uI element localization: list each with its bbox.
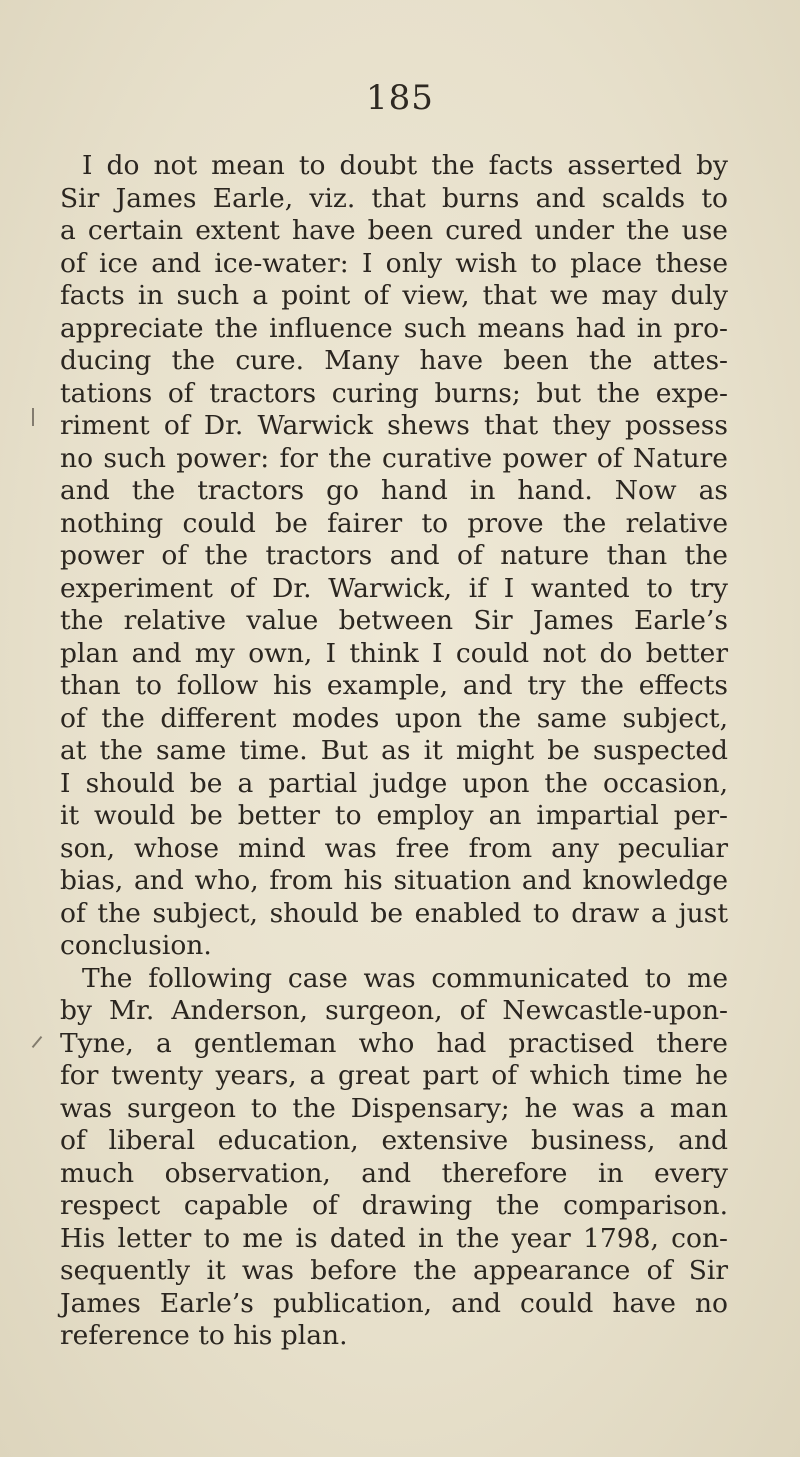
text-line: Tyne, a gentleman who had practised there bbox=[60, 1027, 728, 1059]
text-line: of liberal education, extensive business, and bbox=[60, 1125, 728, 1156]
text-line: of the subject, should be enabled to draw a just bbox=[60, 897, 728, 929]
text-line: power of the tractors and of nature than the bbox=[60, 540, 728, 571]
text-line: and the tractors go hand in hand. Now as bbox=[60, 475, 728, 506]
text-line: it would be better to employ an impartial per- bbox=[60, 800, 728, 831]
text-line: I should be a partial judge upon the occasion, bbox=[60, 767, 728, 799]
body-text bbox=[60, 150, 728, 1353]
text-line: by Mr. Anderson, surgeon, of Newcastle-upon- bbox=[60, 995, 728, 1026]
text-line: facts in such a point of view, that we may duly bbox=[60, 280, 728, 311]
text-line: bias, and who, from his situation and knowledge bbox=[60, 865, 728, 896]
text-line: sequently it was before the appearance of Sir bbox=[60, 1255, 728, 1286]
text-line: for twenty years, a great part of which time he bbox=[60, 1060, 728, 1091]
text-line: the relative value between Sir James Earle’s bbox=[60, 605, 728, 636]
text-line: much observation, and therefore in every bbox=[60, 1157, 728, 1189]
text-line: riment of Dr. Warwick shews that they possess bbox=[60, 410, 728, 441]
text-line: no such power: for the curative power of Nature bbox=[60, 442, 728, 474]
text-line: experiment of Dr. Warwick, if I wanted to try bbox=[60, 572, 728, 604]
text-line: His letter to me is dated in the year 1798, con- bbox=[60, 1222, 728, 1254]
text-line: appreciate the influence such means had in pro- bbox=[60, 312, 728, 344]
text-line: nothing could be fairer to prove the relative bbox=[60, 507, 728, 539]
text-line: Sir James Earle, viz. that burns and scalds to bbox=[60, 182, 728, 214]
text-line: respect capable of drawing the comparison. bbox=[60, 1190, 728, 1221]
text-line: tations of tractors curing burns; but the expe- bbox=[60, 377, 728, 409]
text-line: The following case was communicated to me bbox=[82, 962, 728, 994]
text-line: reference to his plan. bbox=[60, 1320, 348, 1351]
text-line: conclusion. bbox=[60, 930, 212, 961]
text-line: of ice and ice-water: I only wish to place these bbox=[60, 247, 728, 279]
text-line: James Earle’s publication, and could have no bbox=[60, 1287, 728, 1319]
text-line: than to follow his example, and try the effects bbox=[60, 670, 728, 701]
text-line: was surgeon to the Dispensary; he was a man bbox=[60, 1092, 728, 1124]
text-line: plan and my own, I think I could not do better bbox=[60, 637, 728, 669]
margin-pencil-mark bbox=[32, 408, 34, 426]
text-line: a certain extent have been cured under the use bbox=[60, 215, 728, 246]
text-line: ducing the cure. Many have been the attes- bbox=[60, 345, 728, 376]
page-number: 185 bbox=[366, 78, 434, 118]
text-line: of the different modes upon the same subject, bbox=[60, 702, 728, 734]
text-line: son, whose mind was free from any peculiar bbox=[60, 832, 728, 864]
margin-pencil-mark bbox=[32, 1036, 43, 1048]
text-line: I do not mean to doubt the facts asserted by bbox=[82, 150, 728, 181]
text-line: at the same time. But as it might be suspected bbox=[60, 735, 728, 766]
